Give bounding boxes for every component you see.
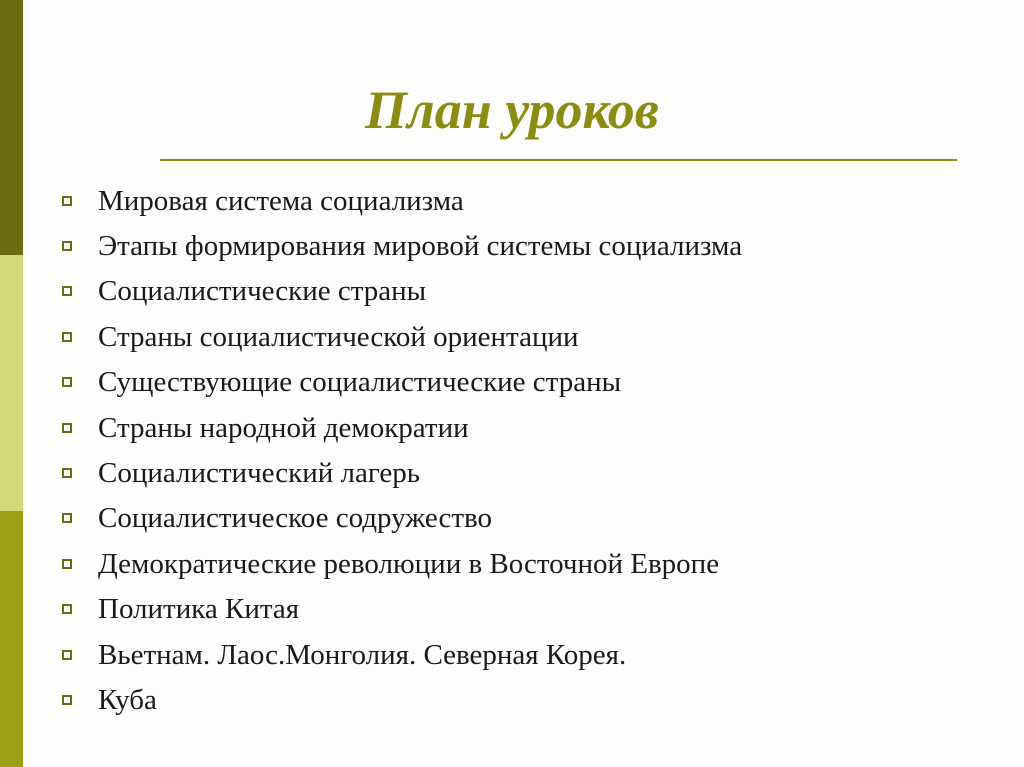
title-underline (160, 159, 957, 161)
square-bullet-icon (62, 286, 72, 296)
list-item-text: Страны народной демократии (98, 411, 469, 444)
list-item-text: Существующие социалистические страны (98, 366, 622, 399)
list-item (62, 677, 742, 722)
square-bullet-icon (62, 513, 72, 523)
list-item (62, 587, 742, 632)
list-item (62, 360, 742, 405)
list-item-text: Этапы формирования мировой системы социализма (98, 230, 743, 263)
list-item-text: Демократические революции в Восточной Европе (98, 547, 720, 580)
list-item (62, 541, 742, 586)
square-bullet-icon (62, 377, 72, 387)
square-bullet-icon (62, 650, 72, 660)
list-item-text: Страны социалистической ориентации (98, 320, 579, 353)
list-item-text: Куба (98, 683, 157, 716)
square-bullet-icon (62, 559, 72, 569)
list-item (62, 223, 742, 268)
slide-title: План уроков (365, 80, 659, 140)
list-item (62, 632, 742, 677)
square-bullet-icon (62, 468, 72, 478)
list-item-text: Социалистическое содружество (98, 502, 493, 535)
list-item-text: Политика Китая (98, 593, 300, 626)
list-item (62, 496, 742, 541)
side-bar-middle-segment (0, 255, 23, 511)
lesson-plan-list (62, 178, 742, 723)
list-item (62, 314, 742, 359)
list-item (62, 450, 742, 495)
square-bullet-icon (62, 423, 72, 433)
list-item-text: Мировая система социализма (98, 184, 464, 217)
list-item (62, 405, 742, 450)
square-bullet-icon (62, 604, 72, 614)
square-bullet-icon (62, 695, 72, 705)
list-item-text: Социалистические страны (98, 275, 427, 308)
square-bullet-icon (62, 241, 72, 251)
list-item (62, 178, 742, 223)
square-bullet-icon (62, 332, 72, 342)
side-bar-bottom-segment (0, 511, 23, 767)
list-item (62, 269, 742, 314)
list-item-text: Вьетнам. Лаос.Монголия. Северная Корея. (98, 638, 627, 671)
list-item-text: Социалистический лагерь (98, 457, 420, 490)
square-bullet-icon (62, 196, 72, 206)
